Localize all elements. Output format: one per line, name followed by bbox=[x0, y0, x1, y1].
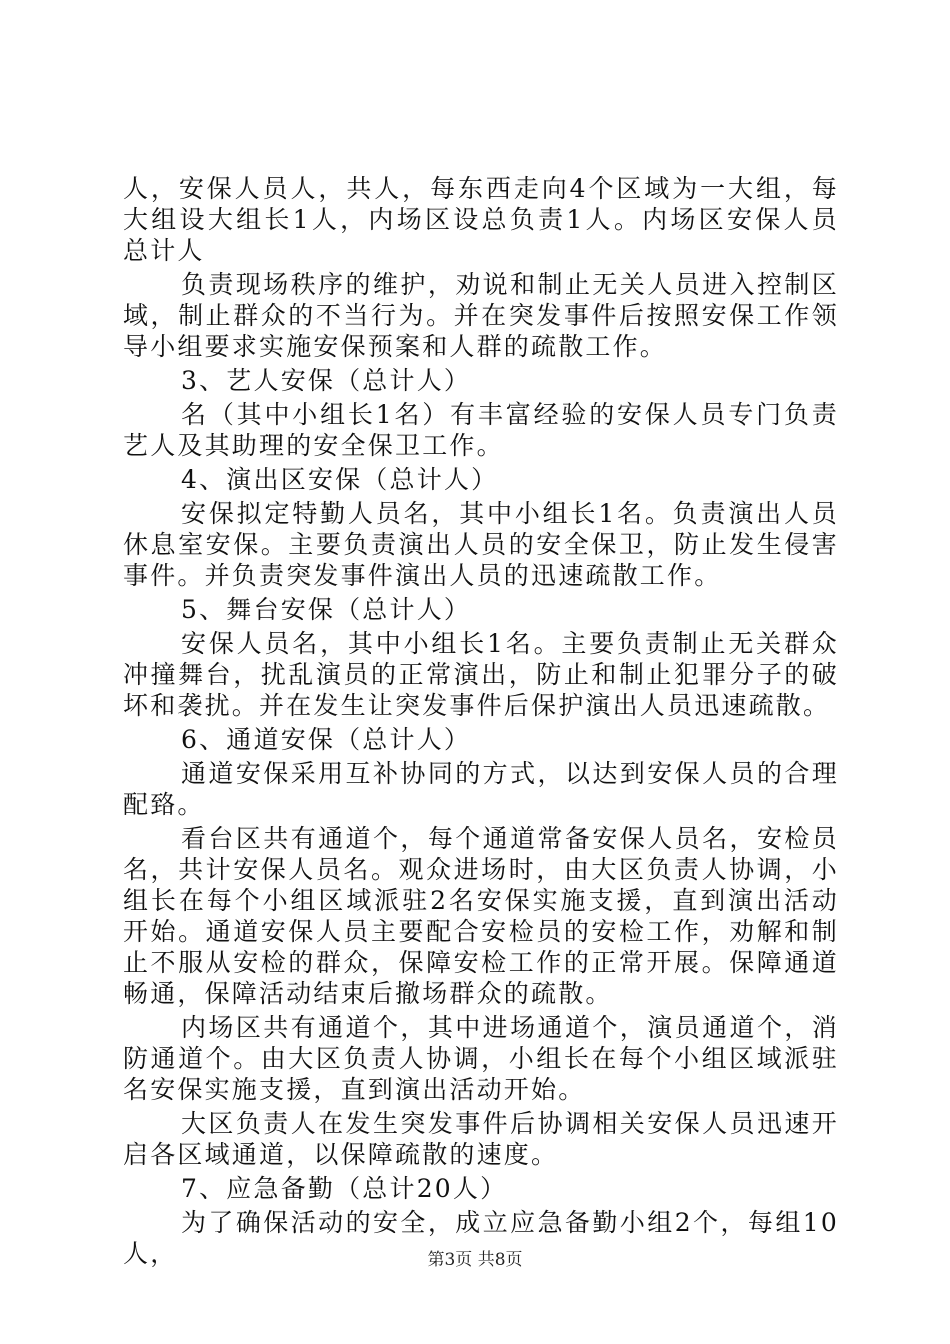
paragraph: 名（其中小组长1名）有丰富经验的安保人员专门负责艺人及其助理的安全保卫工作。 bbox=[123, 400, 839, 460]
section-heading: 4、演出区安保（总计人） bbox=[181, 465, 499, 494]
paragraph: 大区负责人在发生突发事件后协调相关安保人员迅速开启各区域通道，以保障疏散的速度。 bbox=[123, 1109, 839, 1169]
paragraph: 安保拟定特勤人员名，其中小组长1名。负责演出人员休息室安保。主要负责演出人员的安全保卫，防止发生侵害事件。并负责突发事件演出人员的迅速疏散工作。 bbox=[123, 499, 839, 590]
paragraph: 内场区共有通道个，其中进场通道个，演员通道个，消防通道个。由大区负责人协调，小组长在每个小组区域派驻名安保实施支援，直到演出活动开始。 bbox=[123, 1013, 839, 1104]
paragraph: 看台区共有通道个，每个通道常备安保人员名，安检员名，共计安保人员名。观众进场时，由大区负责人协调，小组长在每个小组区域派驻2名安保实施支援，直到演出活动开始。通道安保人员主要配合安检员的安检工作，劝解和制止不服从安检的群众，保障安检工作的正常开展。保障通道畅通，保障活动结束后撤场群众的疏散。 bbox=[123, 824, 839, 1008]
paragraph: 人，安保人员人，共人，每东西走向4个区域为一大组，每大组设大组长1人，内场区设总负责1人。内场区安保人员总计人 bbox=[123, 174, 839, 265]
section-heading: 5、舞台安保（总计人） bbox=[181, 595, 472, 624]
section-heading: 3、艺人安保（总计人） bbox=[181, 366, 472, 395]
page-number: 第3页 共8页 bbox=[427, 1250, 523, 1270]
section-heading: 7、应急备勤（总计20人） bbox=[181, 1174, 508, 1203]
paragraph: 为了确保活动的安全，成立应急备勤小组2个，每组10人， bbox=[123, 1208, 839, 1268]
document-body bbox=[123, 173, 839, 1272]
paragraph: 安保人员名，其中小组长1名。主要负责制止无关群众冲撞舞台，扰乱演员的正常演出，防止和制止犯罪分子的破坏和袭扰。并在发生让突发事件后保护演出人员迅速疏散。 bbox=[123, 629, 839, 720]
paragraph: 负责现场秩序的维护，劝说和制止无关人员进入控制区域，制止群众的不当行为。并在突发事件后按照安保工作领导小组要求实施安保预案和人群的疏散工作。 bbox=[123, 270, 839, 361]
section-heading: 6、通道安保（总计人） bbox=[181, 725, 472, 754]
paragraph: 通道安保采用互补协同的方式，以达到安保人员的合理配臵。 bbox=[123, 759, 839, 819]
